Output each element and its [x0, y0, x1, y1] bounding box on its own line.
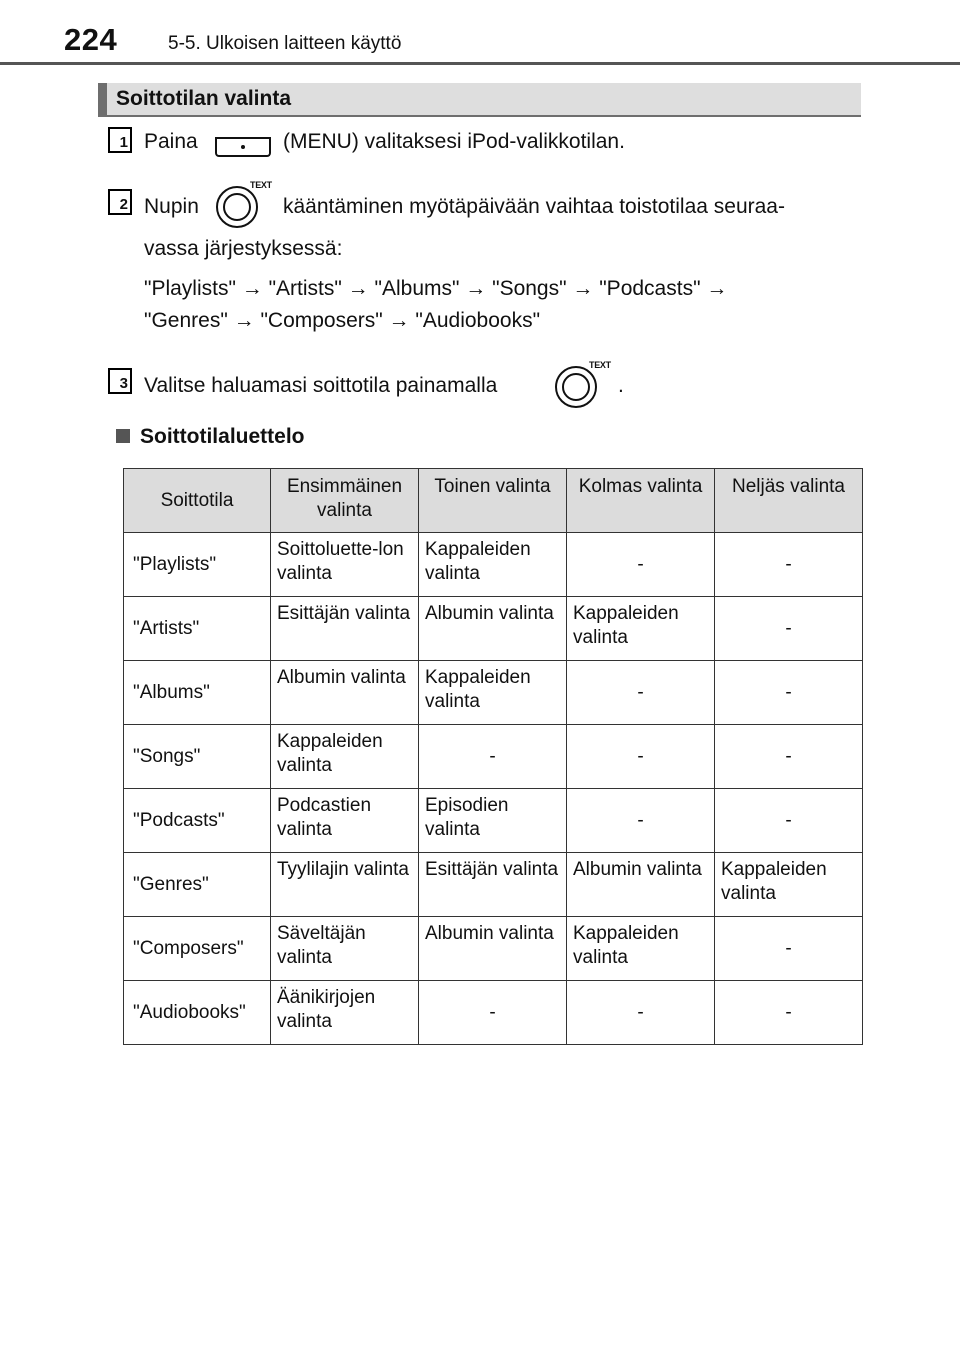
table-cell: Tyylilajin valinta	[271, 853, 419, 917]
column-header: Toinen valinta	[419, 469, 567, 533]
table-cell: -	[715, 981, 863, 1045]
mode-table	[123, 468, 863, 1045]
table-cell: Kappaleiden valinta	[419, 661, 567, 725]
table-cell: Episodien valinta	[419, 789, 567, 853]
table-cell: Esittäjän valinta	[271, 597, 419, 661]
table-cell: -	[715, 533, 863, 597]
table-cell: Albumin valinta	[271, 661, 419, 725]
step-number-1: 1	[108, 127, 132, 153]
subheading: Soittotilaluettelo	[116, 425, 305, 449]
table-cell: "Albums"	[124, 661, 271, 725]
table-cell: -	[567, 725, 715, 789]
step-3-text-b: .	[618, 374, 624, 397]
table-cell: "Artists"	[124, 597, 271, 661]
table-row	[124, 597, 863, 661]
table-cell: -	[567, 981, 715, 1045]
table-cell: "Podcasts"	[124, 789, 271, 853]
table-cell: -	[419, 981, 567, 1045]
table-row	[124, 917, 863, 981]
table-cell: Albumin valinta	[419, 597, 567, 661]
table-cell: -	[419, 725, 567, 789]
table-row	[124, 789, 863, 853]
table-cell: -	[715, 789, 863, 853]
table-cell: "Genres"	[124, 853, 271, 917]
table-row	[124, 853, 863, 917]
step-3-text-a: Valitse haluamasi soittotila painamalla	[144, 374, 498, 397]
step-number-2: 2	[108, 189, 132, 215]
step-2-line-3: "Playlists" → "Artists" → "Albums" → "Songs" → "Podcasts" →	[144, 277, 728, 300]
tune-knob-icon: TEXT	[216, 180, 278, 232]
tune-knob-press-icon: TEXT	[555, 360, 617, 412]
table-cell: -	[715, 661, 863, 725]
step-2-line-4: "Genres" → "Composers" → "Audiobooks"	[144, 309, 541, 332]
band-title: Soittotilan valinta	[116, 87, 292, 110]
table-cell: Kappaleiden valinta	[271, 725, 419, 789]
step-2-text-a: Nupin	[144, 195, 199, 218]
section-band	[98, 83, 861, 117]
table-cell: "Playlists"	[124, 533, 271, 597]
step-number-3: 3	[108, 368, 132, 394]
table-cell: Äänikirjojen valinta	[271, 981, 419, 1045]
table-cell: -	[715, 917, 863, 981]
step-1-text-b: (MENU) valitaksesi iPod-valikkotilan.	[283, 130, 625, 153]
table-cell: Podcastien valinta	[271, 789, 419, 853]
square-bullet-icon	[116, 429, 130, 443]
table-cell: -	[567, 661, 715, 725]
step-2-text-b: kääntäminen myötäpäivään vaihtaa toistotilaa seuraa-	[283, 195, 785, 218]
step-1-text-a: Paina	[144, 130, 198, 153]
table-cell: Albumin valinta	[567, 853, 715, 917]
table-cell: "Audiobooks"	[124, 981, 271, 1045]
table-row	[124, 725, 863, 789]
page-header	[0, 0, 960, 64]
table-row	[124, 981, 863, 1045]
column-header: Ensimmäinen valinta	[271, 469, 419, 533]
table-cell: -	[567, 789, 715, 853]
column-header: Neljäs valinta	[715, 469, 863, 533]
menu-button-icon	[215, 137, 271, 157]
table-row	[124, 533, 863, 597]
section-title: 5-5. Ulkoisen laitteen käyttö	[168, 33, 402, 54]
table-cell: -	[567, 533, 715, 597]
table-header-row	[124, 469, 863, 533]
column-header: Soittotila	[124, 469, 271, 533]
table-cell: Kappaleiden valinta	[715, 853, 863, 917]
table-cell: Soittoluette-lon valinta	[271, 533, 419, 597]
column-header: Kolmas valinta	[567, 469, 715, 533]
table-cell: Säveltäjän valinta	[271, 917, 419, 981]
table-cell: -	[715, 725, 863, 789]
table-cell: Albumin valinta	[419, 917, 567, 981]
table-cell: Kappaleiden valinta	[567, 597, 715, 661]
table-cell: Kappaleiden valinta	[567, 917, 715, 981]
page-number: 224	[64, 22, 118, 57]
table-cell: "Songs"	[124, 725, 271, 789]
table-row	[124, 661, 863, 725]
step-2-line-2: vassa järjestyksessä:	[144, 237, 343, 260]
table-cell: -	[715, 597, 863, 661]
table-cell: "Composers"	[124, 917, 271, 981]
table-cell: Kappaleiden valinta	[419, 533, 567, 597]
header-rule	[0, 62, 960, 65]
table-cell: Esittäjän valinta	[419, 853, 567, 917]
